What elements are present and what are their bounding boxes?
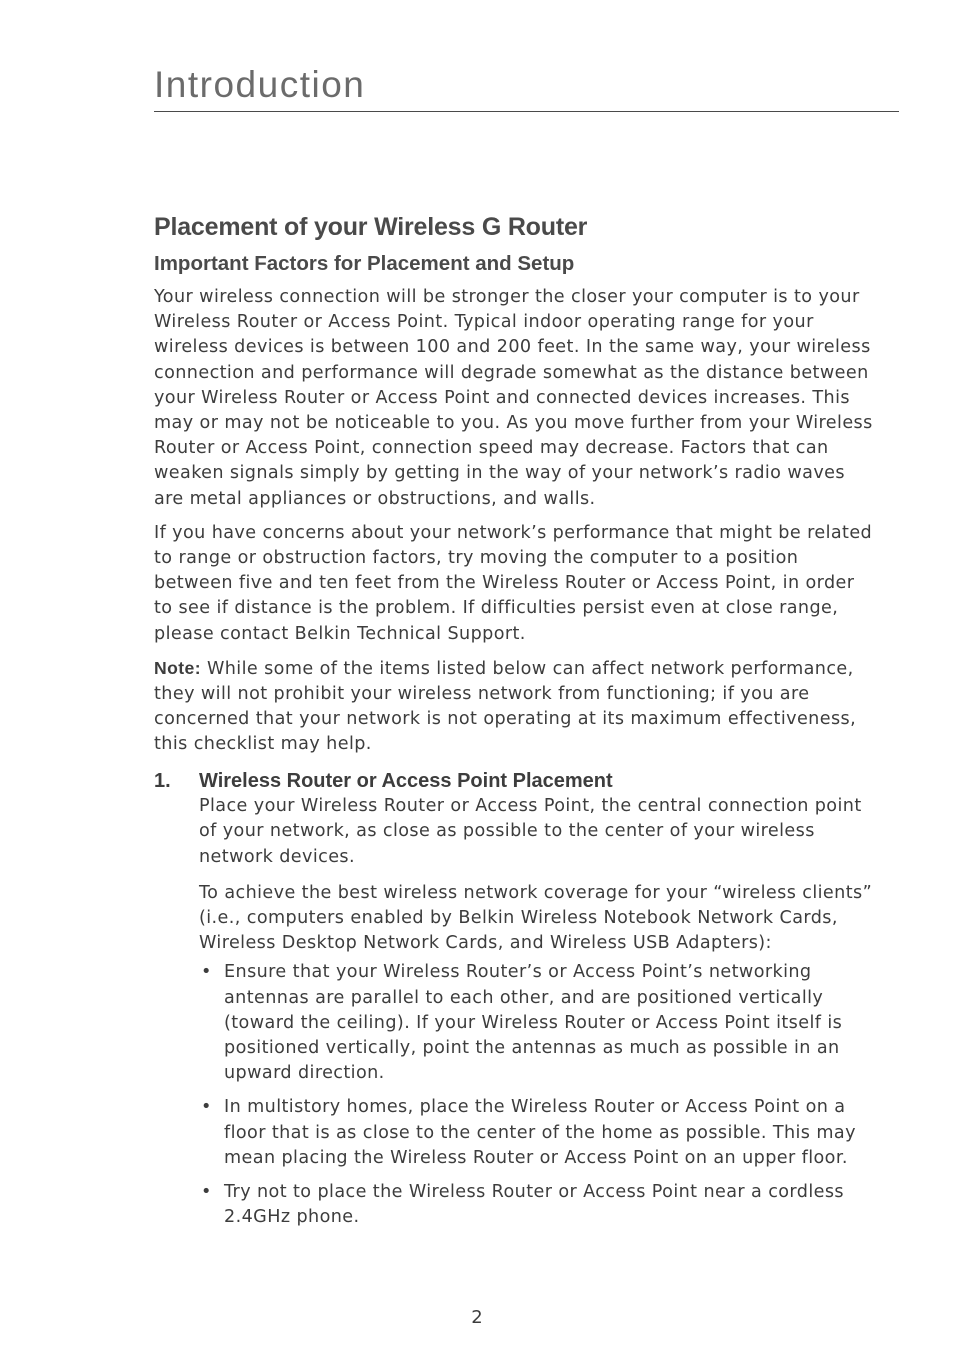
- bullet-text: Try not to place the Wireless Router or Access Point near a cordless 2.4GHz phone.: [224, 1182, 844, 1228]
- section-title: Introduction: [154, 64, 366, 105]
- bullet-list: [199, 960, 874, 1230]
- bullet-text: Ensure that your Wireless Router’s or Access Point’s networking antennas are parallel to each other, and are positioned vertically (toward the ceiling). If your Wireless Router or Access Point itself is positioned vertically, point the antennas as much as possible in an upward direction.: [224, 962, 843, 1084]
- item-number: 1.: [154, 769, 171, 792]
- note-paragraph: [154, 656, 874, 758]
- bullet-text: In multistory homes, place the Wireless Router or Access Point on a floor that is as close to the center of the home as possible. This may mean placing the Wireless Router or Access Point on an upper floor.: [224, 1097, 856, 1168]
- bullet-item: [199, 1095, 874, 1171]
- note-text: While some of the items listed below can affect network performance, they will not prohibit your wireless network from functioning; if you are concerned that your network is not operating at its maximum effectiveness, this checklist may help.: [154, 658, 857, 755]
- bullet-icon: •: [201, 1097, 212, 1118]
- page-number: 2: [471, 1307, 483, 1328]
- item-paragraph: Place your Wireless Router or Access Point, the central connection point of your network, as close as possible to the center of your wireless network devices.: [199, 796, 862, 867]
- bullet-icon: •: [201, 1182, 212, 1202]
- item-title: Wireless Router or Access Point Placement: [199, 769, 613, 792]
- header-divider: [154, 111, 899, 112]
- page-content: [154, 208, 874, 1239]
- bullet-icon: •: [201, 962, 212, 983]
- bullet-item: [199, 960, 874, 1086]
- page-subheading: Important Factors for Placement and Setup: [154, 252, 575, 275]
- note-label: Note:: [154, 657, 201, 678]
- page-heading: Placement of your Wireless G Router: [154, 213, 588, 241]
- bullet-item: [199, 1180, 874, 1230]
- item-paragraph: To achieve the best wireless network coverage for your “wireless clients” (i.e., computers enabled by Belkin Wireless Notebook Network Cards, Wireless Desktop Network Cards, and Wireless USB Adapters):: [199, 882, 873, 954]
- body-paragraph: If you have concerns about your network’s performance that might be related to range or obstruction factors, try moving the computer to a position between five and ten feet from the Wireless Router or Access Point, in order to see if distance is the problem. If difficulties persist even at close range, please contact Belkin Technical Support.: [154, 522, 873, 644]
- checklist-item: [154, 769, 874, 1231]
- page-header: [154, 62, 899, 108]
- body-paragraph: Your wireless connection will be stronger the closer your computer is to your Wireless Router or Access Point. Typical indoor operating range for your wireless devices is between 100 and 200 feet. In the same way, your wireless connection and performance will degrade somewhat as the distance between your Wireless Router or Access Point and connected devices increases. This may or may not be noticeable to you. As you move further from your Wireless Router or Access Point, connection speed may decrease. Factors that can weaken signals simply by getting in the way of your network’s radio waves are metal appliances or obstructions, and walls.: [154, 287, 873, 509]
